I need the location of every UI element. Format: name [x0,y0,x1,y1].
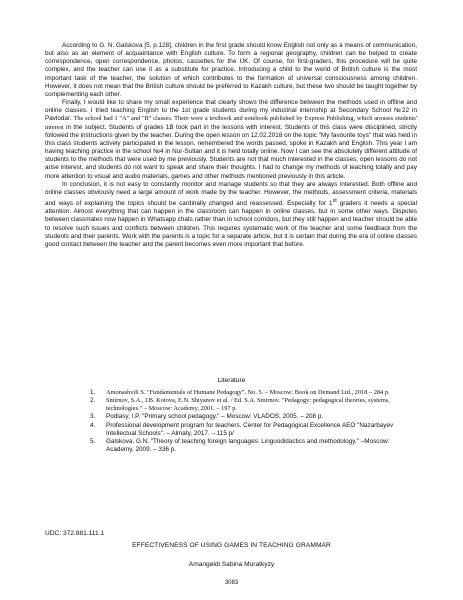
paragraph-text: graders it needs a special attention. Almost everything that can happen in the classroom can happen in online classes, but in some other ways. Disputes between classmates now happen in Whatsapp chats rather than in school corridors, but they still happen and teacher should be able to resolve such issues and conflicts between children. This requires systematic work of the teacher and some feedback from the students and their parents. Work with the parents is a topic for a separate article, but it is certain that during the era of online classes good contact between the teacher and the parent becomes even more important that before. [45,200,417,248]
reference-text: Podlasy, I.P. "Primary school pedagogy." – Moscow: VLADOS, 2005. – 208 p. [106,413,324,421]
paragraph-text: in the subject. Students of grades 1B took part in the lessons with interest. Students of this class were disciplined, strictly followed the instructions given by the teacher. During the open lesson on 12.02.2018 on the topic "My favourite toys" that was held in this class students actively participated in the lesson, remembered the words passed, spoke in Kazakh and English. This year I am having teaching practice in the school №4 in Nur-Sultan and it is held totally online. Now I can see the absolutely different attitude of students to the methods that were used by me previously. Students are not that much interested in the classes, open lessons do not arise interest, and students do not want to speak and share their thoughts. I had to change my methods of teaching totally and pay more attention to visual and audio materials, games and other methods mentioned previously in this article. [45,123,417,180]
paragraph-text: In conclusion, it is not easy to constantly monitor and manage students so that they are always interested. Both offline and online classes obviously need a large amount of work made by the teacher. However, the methods, assessment criteria, materials and ways of explaining the topics should be cardinally changed and reassessed. Especially for 1 [45,180,417,208]
reference-item [45,438,417,454]
author-name: Amangeldi Sabina Muratkyzy [188,561,275,568]
reference-text: Smirnov, S.A., I.B. Kotova, E.N. Shiyanov et al. / Ed. S.A. Smirnov. "Pedagogy: pedagogical theories, systems, technologies." – Moscow: Academy, 2001. – 197 p. [106,397,390,413]
reference-number: 5. [90,437,96,445]
reference-number: 3. [90,413,96,421]
paragraph-conclusion [45,181,417,249]
paragraph-text-serif: The school had 1 "A" and "B" classes. There were a textbook and notebook published by Express Publishing, which arouses students' interest [45,115,417,131]
paragraph-galskova [45,42,417,99]
reference-item [45,413,417,421]
reference-item [45,389,417,397]
reference-number: 4. [90,421,96,429]
page-number: 3083 [224,580,239,586]
article-title: EFFECTIVENESS OF USING GAMES IN TEACHING GRAMMAR [132,542,331,549]
reference-text: Amonashvili S. "Fundamentals of Humane Pedagogy". No. 5. – Moscow: Book on Demand Ltd., 2018 – 284 p. [106,389,390,396]
reference-list [45,389,417,454]
article-body [45,42,417,249]
reference-item [45,422,417,438]
udc-code: UDC: 372.881.111.1 [45,530,105,537]
reference-text: Galskova, G.N. "Theory of teaching foreign languages: Linguodidactics and methodology." –Moscow: Academy, 2009. – 336 p. [106,437,390,454]
paragraph-experience [45,99,417,181]
reference-text: Professional development program for teachers. Center for Pedagogical Excellence AEO "Nazarbayev Intellectual Schools". – Almaty, 2017. – 115 p/ [106,421,394,437]
ordinal-suffix: st [332,197,337,204]
reference-item [45,397,417,413]
paragraph-text: According to G. N. Galskova [5, p.128], children in the first grade should know English not only as a means of communication, but also as an element of acquaintance with English culture. To form a regional geography, children can be helped to create correspondence, open correspondence, photos, cassettes for the UK. Of course, for first-graders, this procedure will be quite complex, and the teacher can use it as a substitute for practice. Introducing a child to the world of British culture is the most important task of the teacher, the solution of which contributes to the formation of universal consciousness among children. However, it does not mean that the British culture should be preferred to Kazakh culture, but these two should be taught together by complementing each other. [45,42,417,98]
literature-heading: Literature [217,377,246,384]
paragraph-text: Finally, I would like to share my small experience that clearly shows the difference between the methods used in offline and online classes. I tried teaching English to the 1st grade students during my industrial internship at Secondary School №22 in Pavlodar. [45,99,417,123]
reference-number: 2. [90,397,96,405]
reference-number: 1. [90,389,96,396]
